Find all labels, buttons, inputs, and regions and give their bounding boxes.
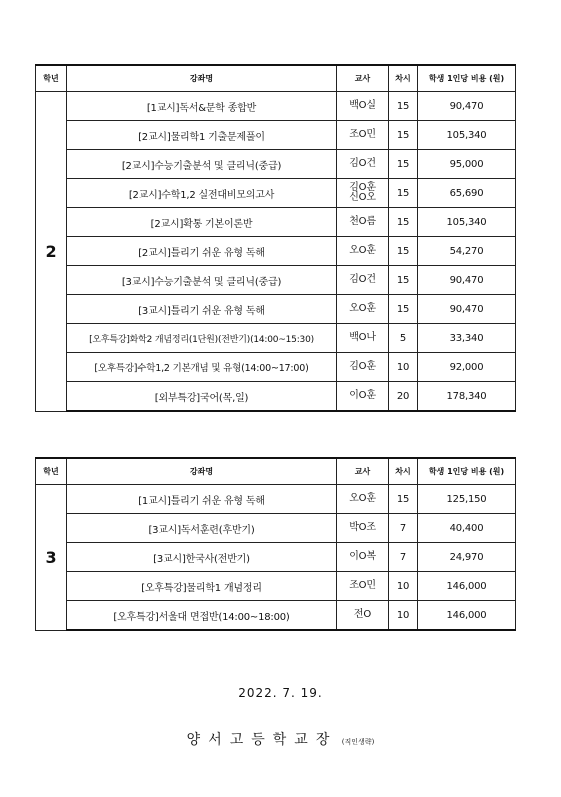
session-count: 20 [389,382,418,412]
course-name: [2교시]확통 기본이론반 [67,208,337,237]
header-sessions: 차시 [389,65,418,92]
session-count: 10 [389,601,418,631]
teacher-name: 전O [337,601,389,631]
table-row [36,485,516,514]
cost-per-student: 105,340 [418,208,516,237]
session-count: 15 [389,485,418,514]
cost-per-student: 146,000 [418,572,516,601]
cost-per-student: 24,970 [418,543,516,572]
teacher-name: 조O민 [337,572,389,601]
course-name: [2교시]틀리기 쉬운 유형 독해 [67,237,337,266]
header-teacher: 교사 [337,458,389,485]
course-name: [오후특강]서울대 면접반(14:00~18:00) [67,601,337,631]
cost-per-student: 105,340 [418,121,516,150]
document-date: 2022. 7. 19. [238,686,323,700]
teacher-name: 이O복 [337,543,389,572]
course-name: [오후특강]화학2 개념정리(1단원)(전반기)(14:00~15:30) [67,324,337,353]
grade-number: 2 [36,92,67,412]
grade-3-course-table [35,457,516,631]
table-row [36,121,516,150]
seal-omitted-note: (직인생략) [341,738,375,746]
course-name: [2교시]물리학1 기출문제풀이 [67,121,337,150]
teacher-name: 조O민 [337,121,389,150]
table-header-row [36,65,516,92]
teacher-name: 천O름 [337,208,389,237]
session-count: 15 [389,266,418,295]
course-name: [3교시]수능기출분석 및 클리닉(중급) [67,266,337,295]
header-cost: 학생 1인당 비용 (원) [418,65,516,92]
teacher-name: 김O훈 [337,353,389,382]
cost-per-student: 65,690 [418,179,516,208]
cost-per-student: 90,470 [418,295,516,324]
teacher-name: 이O훈 [337,382,389,412]
table-row [36,543,516,572]
table-row [36,601,516,631]
teacher-name: 백O나 [337,324,389,353]
session-count: 10 [389,353,418,382]
course-name: [1교시]독서&문학 종합반 [67,92,337,121]
header-grade: 학년 [36,458,67,485]
table-row [36,266,516,295]
session-count: 15 [389,179,418,208]
table-row [36,237,516,266]
cost-per-student: 40,400 [418,514,516,543]
cost-per-student: 92,000 [418,353,516,382]
table-row [36,514,516,543]
course-name: [오후특강]물리학1 개념정리 [67,572,337,601]
session-count: 15 [389,208,418,237]
cost-per-student: 54,270 [418,237,516,266]
table-header-row [36,458,516,485]
table-row [36,179,516,208]
header-course: 강좌명 [67,65,337,92]
school-principal-name: 양서고등학교장 [186,732,338,748]
header-course: 강좌명 [67,458,337,485]
grade-2-course-table [35,64,516,412]
table-row [36,208,516,237]
header-grade: 학년 [36,65,67,92]
table-row [36,324,516,353]
course-name: [2교시]수학1,2 실전대비모의고사 [67,179,337,208]
teacher-name: 백O실 [337,92,389,121]
teacher-name: 김O건 [337,266,389,295]
school-signature-line [0,729,561,749]
cost-per-student: 90,470 [418,266,516,295]
table-row [36,353,516,382]
header-cost: 학생 1인당 비용 (원) [418,458,516,485]
table-row [36,150,516,179]
course-name: [3교시]독서훈련(후반기) [67,514,337,543]
session-count: 7 [389,514,418,543]
table-row [36,295,516,324]
cost-per-student: 178,340 [418,382,516,412]
session-count: 15 [389,237,418,266]
teacher-name: 김O훈 신O오 [337,179,389,208]
cost-per-student: 33,340 [418,324,516,353]
course-name: [1교시]틀리기 쉬운 유형 독해 [67,485,337,514]
teacher-name: 김O건 [337,150,389,179]
course-name: [오후특강]수학1,2 기본개념 및 유형(14:00~17:00) [67,353,337,382]
cost-per-student: 95,000 [418,150,516,179]
header-sessions: 차시 [389,458,418,485]
course-name: [3교시]한국사(전반기) [67,543,337,572]
cost-per-student: 90,470 [418,92,516,121]
session-count: 5 [389,324,418,353]
table-row [36,382,516,412]
course-name: [2교시]수능기출분석 및 클리닉(중급) [67,150,337,179]
teacher-name: 오O훈 [337,237,389,266]
session-count: 10 [389,572,418,601]
session-count: 15 [389,121,418,150]
course-name: [3교시]틀리기 쉬운 유형 독해 [67,295,337,324]
grade-number: 3 [36,485,67,631]
header-teacher: 교사 [337,65,389,92]
session-count: 15 [389,92,418,121]
teacher-name: 오O훈 [337,485,389,514]
session-count: 15 [389,150,418,179]
cost-per-student: 146,000 [418,601,516,631]
cost-per-student: 125,150 [418,485,516,514]
teacher-name: 박O조 [337,514,389,543]
session-count: 7 [389,543,418,572]
course-name: [외부특강]국어(목,일) [67,382,337,412]
session-count: 15 [389,295,418,324]
table-row [36,92,516,121]
teacher-name: 오O훈 [337,295,389,324]
table-row [36,572,516,601]
